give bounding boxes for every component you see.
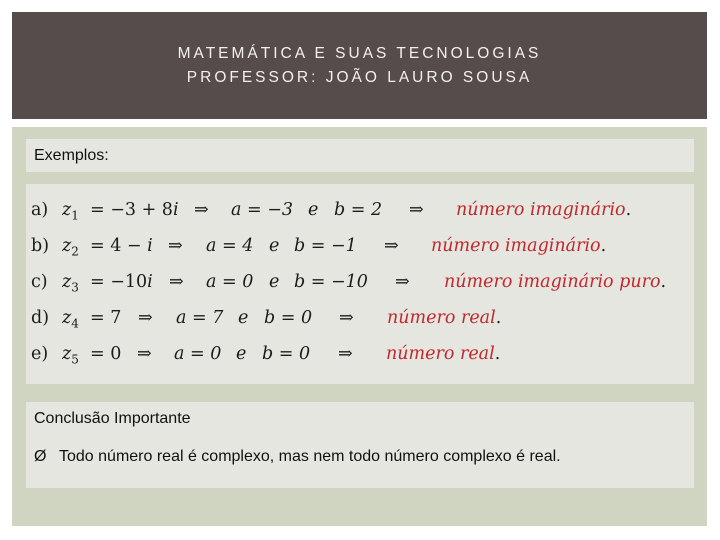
implies-symbol: ⇒ [384, 236, 399, 256]
example-connector: e [238, 308, 249, 328]
example-result: número imaginário. [431, 236, 607, 256]
example-equation: = 7 [90, 308, 122, 328]
implies-symbol: ⇒ [339, 308, 354, 328]
example-result: número imaginário. [456, 200, 632, 220]
example-z: $z_1$ [62, 200, 79, 223]
slide-body [12, 127, 707, 526]
implies-symbol: ⇒ [137, 344, 152, 364]
example-a-value: a = 0 [174, 344, 222, 364]
implies-symbol: ⇒ [409, 200, 424, 220]
example-a-value: a = 0 [206, 272, 254, 292]
conclusion-title: Conclusão Importante [34, 410, 191, 427]
example-b-value: b = 2 [334, 200, 383, 220]
example-connector: e [236, 344, 247, 364]
arrow-bullet-icon: Ø [34, 448, 47, 465]
example-z: $z_2$ [62, 236, 79, 259]
implies-symbol: ⇒ [168, 236, 183, 256]
example-letter: a) [31, 200, 49, 220]
example-b-value: b = −1 [294, 236, 357, 256]
slide-header [12, 12, 707, 119]
example-b-value: b = −10 [294, 272, 368, 292]
example-connector: e [269, 272, 280, 292]
example-result: número real. [386, 344, 501, 364]
example-equation: = 0 [90, 344, 122, 364]
example-letter: e) [31, 344, 49, 364]
example-equation: = −10i [90, 272, 153, 292]
example-result: número real. [387, 308, 502, 328]
examples-label-box [26, 139, 694, 172]
example-a-value: a = 4 [206, 236, 254, 256]
example-equation: = −3 + 8i [90, 200, 179, 220]
header-subtitle: PROFESSOR: JOÃO LAURO SOUSA [186, 68, 533, 86]
implies-symbol: ⇒ [194, 200, 209, 220]
example-connector: e [308, 200, 319, 220]
header-title: MATEMÁTICA E SUAS TECNOLOGIAS [177, 44, 542, 62]
example-letter: b) [31, 236, 50, 256]
example-b-value: b = 0 [264, 308, 313, 328]
example-letter: c) [31, 272, 48, 292]
implies-symbol: ⇒ [395, 272, 410, 292]
conclusion-text: Todo número real é complexo, mas nem todo número complexo é real. [59, 448, 561, 465]
example-z: $z_4$ [62, 308, 79, 331]
example-z: $z_5$ [62, 344, 79, 367]
example-result: número imaginário puro. [444, 272, 667, 292]
example-z: $z_3$ [62, 272, 79, 295]
example-a-value: a = −3 [231, 200, 294, 220]
implies-symbol: ⇒ [169, 272, 184, 292]
example-equation: = 4 − i [90, 236, 153, 256]
example-connector: e [269, 236, 280, 256]
implies-symbol: ⇒ [138, 308, 153, 328]
conclusion-bullet [34, 448, 561, 466]
implies-symbol: ⇒ [338, 344, 353, 364]
example-letter: d) [31, 308, 50, 328]
examples-list [26, 184, 694, 384]
example-b-value: b = 0 [262, 344, 311, 364]
conclusion-box [26, 402, 694, 488]
examples-label: Exemplos: [34, 147, 109, 164]
example-a-value: a = 7 [176, 308, 224, 328]
